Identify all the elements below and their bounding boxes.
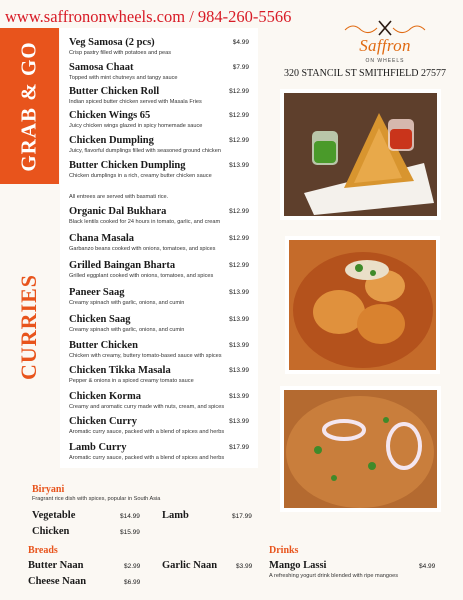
item-name: Chicken Dumpling <box>69 135 154 146</box>
item-desc: Chicken dumplings in a rich, creamy butter chicken sauce <box>69 173 212 179</box>
samosa-photo <box>280 89 441 220</box>
item-price: $13.99 <box>229 393 249 400</box>
grab-go-band <box>0 28 59 184</box>
item-price: $4.99 <box>232 39 249 46</box>
item-price: $12.99 <box>229 112 249 119</box>
menu-item <box>69 416 249 436</box>
menu-item <box>69 37 249 57</box>
item-price: $13.99 <box>229 316 249 323</box>
menu-item <box>69 62 249 82</box>
menu-item <box>69 442 249 462</box>
item-price: $17.99 <box>229 444 249 451</box>
curries-note: All entrees are served with basmati rice. <box>69 194 169 200</box>
biryani-vegetable-name: Vegetable <box>32 510 76 521</box>
item-price: $13.99 <box>229 289 249 296</box>
item-price: $12.99 <box>229 208 249 215</box>
item-desc: Aromatic curry sauce, packed with a blend of spices and herbs <box>69 429 225 435</box>
samosa-photo-graphic <box>284 93 437 216</box>
item-name: Lamb Curry <box>69 442 127 453</box>
item-price: $12.99 <box>229 88 249 95</box>
biryani-lamb-price: $17.99 <box>232 513 252 520</box>
item-name: Chana Masala <box>69 233 135 244</box>
item-desc: Garbanzo beans cooked with onions, tomatoes, and spices <box>69 246 216 252</box>
address: 320 STANCIL ST SMITHFIELD 27577 <box>284 68 446 79</box>
item-name: Chicken Korma <box>69 391 142 402</box>
item-desc: Pepper & onions in a spiced creamy tomato sauce <box>69 378 194 384</box>
logo-tagline: ON WHEELS <box>365 58 405 64</box>
menu-item <box>69 340 249 360</box>
item-desc: Creamy and aromatic curry made with nuts, cream, and spices <box>69 404 225 410</box>
biryani-chicken-name: Chicken <box>32 526 70 537</box>
biryani-photo-graphic <box>284 390 437 508</box>
item-name: Chicken Saag <box>69 314 131 325</box>
item-price: $12.99 <box>229 235 249 242</box>
item-name: Organic Dal Bukhara <box>69 206 167 217</box>
menu-item <box>69 287 249 307</box>
item-name: Butter Chicken Dumpling <box>69 160 186 171</box>
menu-item <box>69 135 249 155</box>
garlic-naan-name: Garlic Naan <box>162 560 218 571</box>
item-desc: Creamy spinach with garlic, onions, and cumin <box>69 327 185 333</box>
website-phone-header: www.saffrononwheels.com / 984-260-5566 <box>5 7 292 26</box>
biryani-vegetable-price: $14.99 <box>120 513 140 520</box>
menu-item <box>69 391 249 411</box>
item-name: Butter Chicken Roll <box>69 86 160 97</box>
item-price: $13.99 <box>229 162 249 169</box>
butter-naan-price: $2.99 <box>124 563 141 570</box>
item-desc: Chicken with creamy, buttery tomato-based sauce with spices <box>69 353 222 359</box>
cheese-naan-name: Cheese Naan <box>28 576 87 587</box>
item-price: $13.99 <box>229 418 249 425</box>
item-desc: Topped with mint chutneys and tangy sauce <box>69 75 178 81</box>
item-name: Butter Chicken <box>69 340 138 351</box>
menu-item <box>69 260 249 280</box>
item-desc: Grilled eggplant cooked with onions, tomatoes, and spices <box>69 273 214 279</box>
item-name: Paneer Saag <box>69 287 125 298</box>
butter-naan-name: Butter Naan <box>28 560 84 571</box>
curries-band <box>0 184 59 470</box>
biryani-desc: Fragrant rice dish with spices, popular in South Asia <box>32 496 161 502</box>
item-price: $13.99 <box>229 342 249 349</box>
item-name: Samosa Chaat <box>69 62 134 73</box>
item-name: Grilled Baingan Bharta <box>69 260 176 271</box>
item-desc: Juicy, flavorful dumplings filled with seasoned ground chicken <box>69 148 221 154</box>
item-name: Chicken Wings 65 <box>69 110 151 121</box>
mango-lassi-price: $4.99 <box>419 563 436 570</box>
item-desc: Creamy spinach with garlic, onions, and cumin <box>69 300 185 306</box>
item-price: $13.99 <box>229 367 249 374</box>
item-name: Chicken Tikka Masala <box>69 365 171 376</box>
mango-lassi-name: Mango Lassi <box>269 560 327 571</box>
mango-lassi-desc: A refreshing yogurt drink blended with ripe mangoes <box>269 573 399 579</box>
cheese-naan-price: $6.99 <box>124 579 141 586</box>
item-name: Chicken Curry <box>69 416 137 427</box>
biryani-title: Biryani <box>32 484 65 495</box>
menu-item <box>69 365 249 385</box>
curries-heading: CURRIES <box>16 273 42 381</box>
curry-photo <box>285 236 440 374</box>
item-name: Veg Samosa (2 pcs) <box>69 37 155 48</box>
item-desc: Aromatic curry sauce, packed with a blend of spices and herbs <box>69 455 225 461</box>
item-price: $12.99 <box>229 262 249 269</box>
biryani-chicken-price: $15.99 <box>120 529 140 536</box>
item-price: $7.99 <box>232 64 249 71</box>
menu-item <box>69 206 249 226</box>
garlic-naan-price: $3.99 <box>236 563 253 570</box>
curry-photo-graphic <box>289 240 436 370</box>
logo-brand: Saffron <box>359 36 411 55</box>
item-desc: Crisp pastry filled with potatoes and peas <box>69 50 171 56</box>
item-desc: Indian spiced butter chicken served with Masala Fries <box>69 99 202 105</box>
grab-go-heading: GRAB & GO <box>17 40 41 172</box>
breads-title: Breads <box>28 545 58 556</box>
item-price: $12.99 <box>229 137 249 144</box>
menu-item <box>69 110 249 130</box>
item-desc: Black lentils cooked for 24 hours in tomato, garlic, and cream <box>69 219 221 225</box>
item-desc: Juicy chicken wings glazed in spicy homemade sauce <box>69 123 203 129</box>
menu-item <box>69 233 249 253</box>
menu-item <box>69 160 249 180</box>
drinks-title: Drinks <box>269 545 299 556</box>
menu-item <box>69 86 249 106</box>
biryani-photo <box>280 386 441 512</box>
menu-item <box>69 314 249 334</box>
fork-knife-icon <box>335 18 435 38</box>
biryani-lamb-name: Lamb <box>162 510 189 521</box>
